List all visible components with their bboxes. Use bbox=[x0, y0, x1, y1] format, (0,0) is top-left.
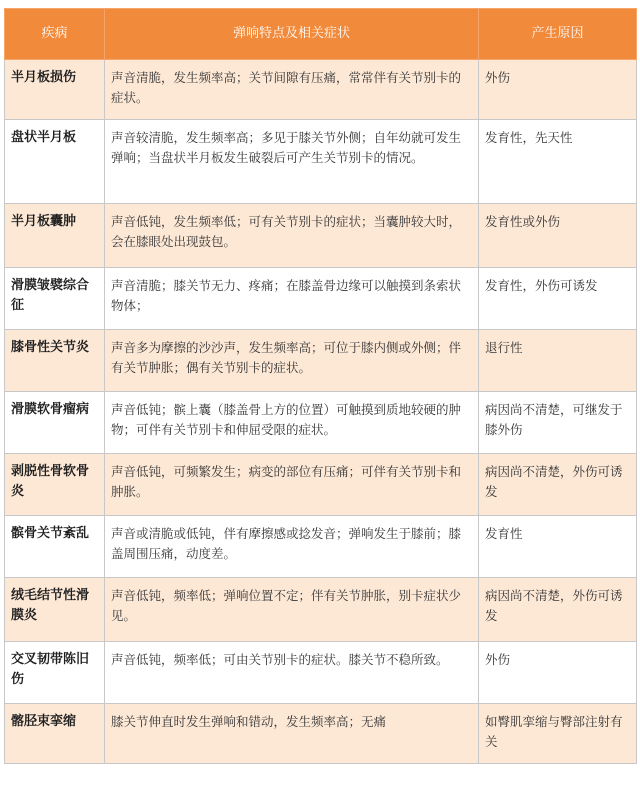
table-row bbox=[5, 454, 637, 516]
header-disease: 疾病 bbox=[5, 9, 105, 60]
features-cell: 声音清脆；膝关节无力、疼痛；在膝盖骨边缘可以触摸到条索状物体； bbox=[105, 268, 479, 330]
table-row bbox=[5, 704, 637, 764]
features-cell: 声音低钝，频率低；弹响位置不定；伴有关节肿胀，别卡症状少见。 bbox=[105, 578, 479, 642]
disease-cell: 半月板损伤 bbox=[5, 60, 105, 120]
table-row bbox=[5, 392, 637, 454]
cause-cell: 病因尚不清楚，可继发于膝外伤 bbox=[479, 392, 637, 454]
table-row bbox=[5, 204, 637, 268]
table-row bbox=[5, 268, 637, 330]
disease-cell: 滑膜皱襞综合征 bbox=[5, 268, 105, 330]
features-cell: 声音清脆，发生频率高；关节间隙有压痛，常常伴有关节别卡的症状。 bbox=[105, 60, 479, 120]
table-header bbox=[5, 9, 637, 60]
features-cell: 声音或清脆或低钝，伴有摩擦感或捻发音；弹响发生于膝前；膝盖周围压痛，动度差。 bbox=[105, 516, 479, 578]
disease-cell: 绒毛结节性滑膜炎 bbox=[5, 578, 105, 642]
features-cell: 声音低钝，可频繁发生；病变的部位有压痛；可伴有关节别卡和肿胀。 bbox=[105, 454, 479, 516]
table-row bbox=[5, 330, 637, 392]
table-row bbox=[5, 120, 637, 204]
disease-cell: 滑膜软骨瘤病 bbox=[5, 392, 105, 454]
cause-cell: 如臀肌挛缩与臀部注射有关 bbox=[479, 704, 637, 764]
knee-snapping-table bbox=[4, 8, 637, 764]
features-cell: 声音较清脆，发生频率高；多见于膝关节外侧；自年幼就可发生弹响；当盘状半月板发生破裂后可产生关节别卡的情况。 bbox=[105, 120, 479, 204]
features-cell: 声音多为摩擦的沙沙声，发生频率高；可位于膝内侧或外侧；伴有关节肿胀；偶有关节别卡的症状。 bbox=[105, 330, 479, 392]
disease-cell: 髌骨关节紊乱 bbox=[5, 516, 105, 578]
features-cell: 膝关节伸直时发生弹响和错动，发生频率高；无痛 bbox=[105, 704, 479, 764]
features-cell: 声音低钝，发生频率低；可有关节别卡的症状；当囊肿较大时，会在膝眼处出现鼓包。 bbox=[105, 204, 479, 268]
disease-cell: 半月板囊肿 bbox=[5, 204, 105, 268]
cause-cell: 发育性或外伤 bbox=[479, 204, 637, 268]
table-row bbox=[5, 516, 637, 578]
disease-cell: 膝骨性关节炎 bbox=[5, 330, 105, 392]
disease-cell: 交叉韧带陈旧伤 bbox=[5, 642, 105, 704]
cause-cell: 退行性 bbox=[479, 330, 637, 392]
table-body bbox=[5, 60, 637, 764]
cause-cell: 发育性，外伤可诱发 bbox=[479, 268, 637, 330]
cause-cell: 外伤 bbox=[479, 642, 637, 704]
features-cell: 声音低钝，频率低；可由关节别卡的症状。膝关节不稳所致。 bbox=[105, 642, 479, 704]
header-features: 弹响特点及相关症状 bbox=[105, 9, 479, 60]
header-row bbox=[5, 9, 637, 60]
table-row bbox=[5, 60, 637, 120]
cause-cell: 外伤 bbox=[479, 60, 637, 120]
disease-cell: 剥脱性骨软骨炎 bbox=[5, 454, 105, 516]
features-cell: 声音低钝；髌上囊（膝盖骨上方的位置）可触摸到质地较硬的肿物；可伴有关节别卡和伸屈受限的症状。 bbox=[105, 392, 479, 454]
cause-cell: 病因尚不清楚，外伤可诱发 bbox=[479, 454, 637, 516]
disease-cell: 盘状半月板 bbox=[5, 120, 105, 204]
cause-cell: 发育性 bbox=[479, 516, 637, 578]
header-cause: 产生原因 bbox=[479, 9, 637, 60]
cause-cell: 发育性，先天性 bbox=[479, 120, 637, 204]
disease-cell: 髂胫束挛缩 bbox=[5, 704, 105, 764]
cause-cell: 病因尚不清楚，外伤可诱发 bbox=[479, 578, 637, 642]
table-row bbox=[5, 642, 637, 704]
table-row bbox=[5, 578, 637, 642]
